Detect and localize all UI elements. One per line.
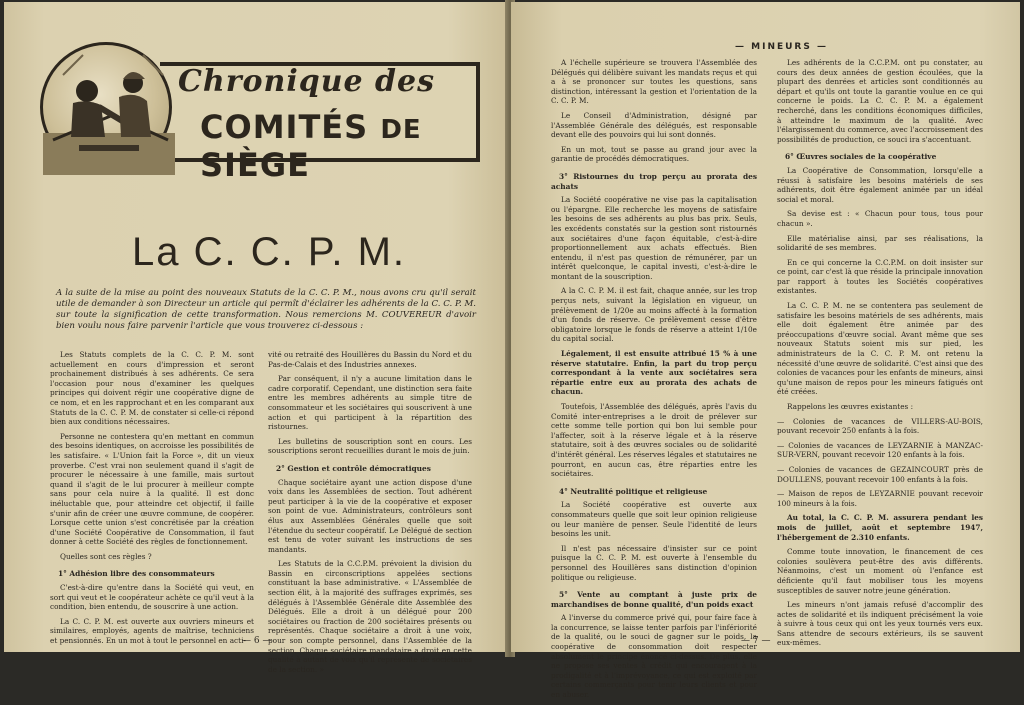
article-title: La C. C. P. M. bbox=[132, 230, 407, 274]
paragraph: Quelles sont ces règles ? bbox=[60, 551, 152, 561]
list-item: — Maison de repos de LEYZARNIE pouvant recevoir 100 mineurs à la fois. bbox=[777, 489, 983, 508]
page-number-left: — 6 — bbox=[242, 636, 272, 646]
paragraph: Les bulletins de souscription sont en cours. Les souscriptions seront recueillies durant le mois de juin. bbox=[268, 436, 472, 456]
list-item: — Colonies de vacances de GEZAINCOURT près de DOULLENS, pouvant recevoir 100 enfants à la fois. bbox=[777, 464, 983, 484]
paragraph: Au total, la C. C. P. M. assurera pendant les mois de juillet, août et septembre 1947, l'hébergement de 2.310 enfants. bbox=[777, 513, 983, 542]
section-heading: 4° Neutralité politique et religieuse bbox=[559, 486, 708, 496]
paragraph: Légalement, il est ensuite attribué 15 % à une réserve statutaire. Enfin, la part du trop perçu correspondant à la vente aux sociétaires sera répartie entre eux au prorata des achats de chacun. bbox=[551, 349, 757, 397]
section-heading: 1° Adhésion libre des consommateurs bbox=[58, 569, 215, 579]
paragraph: La Société coopérative ne vise pas la capitalisation ou l'épargne. Elle recherche les moyens de satisfaire les besoins de ses adhérents au plus bas prix. Seuls, les excédents constatés sur la gestion sont ristournés aux sociétaires d'une façon équitable, c'est-à-dire proportionnellement aux achats effectués. Bien entendu, il n'est pas question de rémunérer, par un intérêt quelconque, le capital investi, c'est-à-dire le montant de la souscription. bbox=[551, 195, 757, 281]
right-page bbox=[511, 2, 1020, 700]
banner-title-part: COMITÉS bbox=[200, 108, 369, 146]
paragraph: Par conséquent, il n'y a aucune limitation dans le cadre corporatif. Cependant, une distinction sera faite entre les membres adhérents au simple titre de consommateur et les sociétaires qui souscrivent à une action et qui participent à la répartition des ristournes. bbox=[268, 374, 472, 432]
paragraph: La Société coopérative est ouverte aux consommateurs quelle que soit leur opinion religieuse ou leur manière de penser. Seule l'identité de leurs besoins les unit. bbox=[551, 500, 757, 539]
paragraph: Chaque sociétaire ayant une action dispose d'une voix dans les Assemblées de section. Tout adhérent peut participer à la vie de la coopérative et exposer son point de vue. Administrateurs, contrôleurs sont élus aux Assemblées Générales quelle que soit l'étendue du secteur coopératif. Le Délégué de section est tenu de voter suivant les instructions de ses mandants. bbox=[268, 477, 472, 554]
paragraph: La Coopérative de Consommation, lorsqu'elle a réussi à satisfaire les besoins matériels de ses adhérents, doit être également animée par un idéal social et moral. bbox=[777, 165, 983, 204]
banner-title-part: SIÈGE bbox=[200, 146, 310, 184]
section-heading: 3° Ristournes du trop perçu au prorata des achats bbox=[551, 171, 757, 191]
paragraph: Comme toute innovation, le financement de ces colonies soulèvera peut-être des avis différents. Néanmoins, c'est un moment où l'enfance est déficiente qu'il faut mobiliser tous les moyens susceptibles de sauver notre jeune génération. bbox=[777, 547, 983, 595]
section-banner bbox=[40, 42, 480, 184]
left-column-2 bbox=[268, 350, 472, 679]
paragraph: Les adhérents de la C.C.P.M. ont pu constater, au cours des deux années de gestion écoulées, que la plupart des denrées et articles sont conditionnés au départ et qu'ils ont toute la garantie voulue en ce qui concerne le poids. La C. C. P. M. a également recherché, dans les conditions économiques difficiles, à atteindre le maximum de la qualité. Avec l'élargissement du commerce, avec l'accroissement des possibilités de production, ce souci ira s'accentuant. bbox=[777, 58, 983, 144]
right-column-2 bbox=[777, 58, 983, 653]
paragraph: Le Conseil d'Administration, désigné par l'Assemblée Générale des délégués, est responsable devant elle des pouvoirs qui lui sont donnés. bbox=[551, 110, 757, 140]
paragraph: Sa devise est : « Chacun pour tous, tous pour chacun ». bbox=[777, 209, 983, 228]
paragraph: A l'inverse du commerce privé qui, pour faire face à la concurrence, se laisse tenter parfois par l'infériorité de la qualité, ou le souci de gagner sur le poids, la coopérative de consommation doit respecter absolument le principe énoncé ci-dessus. De plus, elle ne propose ses ventes à crédit qui encouragent à la prodigalité et à l'imprévoyance, ce qui est exploité par certains commerçants pour tenir leurs clients et pour en abuser. bbox=[551, 613, 757, 700]
list-item: — Colonies de vacances de VILLERS-AU-BOIS, pouvant recevoir 250 enfants à la fois. bbox=[777, 416, 983, 436]
section-heading: 6° Œuvres sociales de la coopérative bbox=[785, 152, 937, 162]
section-heading: 2° Gestion et contrôle démocratiques bbox=[276, 463, 431, 473]
right-column-1 bbox=[551, 58, 757, 705]
running-header: — MINEURS — bbox=[735, 42, 828, 52]
paragraph: C'est-à-dire qu'entre dans la Société qui veut, en sort qui veut et le coopérateur achète ce qu'il veut à la condition, bien entendu, de souscrire à une action. bbox=[50, 583, 254, 612]
paragraph: La C. C. P. M. est ouverte aux ouvriers mineurs et similaires, employés, agents de maîtrise, techniciens et pensionnés. En un mot à tout le personnel en acti- bbox=[50, 616, 254, 646]
paragraph: Elle matérialise ainsi, par ses réalisations, la solidarité de ses membres. bbox=[777, 233, 983, 253]
paragraph: Les mineurs n'ont jamais refusé d'accomplir des actes de solidarité et ils indiquent précisément la voie à suivre à tous ceux qui ont les yeux tournés vers eux. Sans attendre de secours extérieurs, ils se sauvent eux-mêmes. bbox=[777, 600, 983, 648]
paragraph: En ce qui concerne la C.C.P.M. on doit insister sur ce point, car c'est là que réside la principale innovation par rapport à toutes les Sociétés coopératives existantes. bbox=[777, 257, 983, 296]
paragraph: Il n'est pas nécessaire d'insister sur ce point puisque la C. C. P. M. est ouverte à l'ensemble du personnel des Houillères sans distinction d'opinion politique ou religieuse. bbox=[551, 543, 757, 582]
paragraph: Les Statuts complets de la C. C. P. M. sont actuellement en cours d'impression et seront prochainement distribués à ses adhérents. Ce sera l'occasion pour nous d'examiner les quelques principes qui doivent régir une coopérative digne de ce nom, et en les rapprochant et en les comparant aux Statuts de la C. C. P. M. de constater si celle-ci répond bien aux conditions nécessaires. bbox=[50, 350, 254, 427]
banner-title-part: DE bbox=[380, 115, 422, 145]
left-page bbox=[4, 2, 509, 674]
article-intro: A la suite de la mise au point des nouveaux Statuts de la C. C. P. M., nous avons cru qu'il serait utile de demander à son Directeur un article qui permît d'éclairer les adhérents de la C. C. P. M. sur toute la signification de cette transformation. Nous remercions M. COUVEREUR d'avoir bien voulu nous faire parvenir l'article que vous trouverez ci-dessous : bbox=[56, 288, 476, 331]
paragraph: Rappelons les œuvres existantes : bbox=[787, 402, 914, 411]
paragraph: A la C. C. P. M. il est fait, chaque année, sur les trop perçus nets, suivant la législation en vigueur, un prélèvement de 1/20e au moins affecté à la formation d'un fonds de réserve. Ce prélèvement cesse d'être obligatoire lorsque le fonds de réserve a atteint 1/10e du capital social. bbox=[551, 286, 757, 344]
paragraph: La C. C. P. M. ne se contentera pas seulement de satisfaire les besoins matériels de ses adhérents, mais elle doit également être animée par des préoccupations d'œuvre social. Avant même que ses nouveaux Statuts soient mis sur pied, les administrateurs de la C. C. P. M. ont retenu la nécessité d'une œuvre de solidarité. C'est ainsi que des colonies de vacances pour les enfants de mineurs, ainsi qu'une maison de repos pour les mineurs fatigués ont été créées. bbox=[777, 301, 983, 397]
paragraph: Toutefois, l'Assemblée des délégués, après l'avis du Comité inter-entreprises a le droit de prélever sur cette somme telle portion qui bon lui semble pour l'affecter, soit à la réserve légale et à la réserve statutaire, soit à des œuvres sociales ou de solidarité d'intérêt général. Les réserves légales et statutaires ne pourront, en aucun cas, être réparties entre les sociétaires. bbox=[551, 402, 757, 479]
miners-illustration-icon bbox=[40, 42, 172, 172]
paragraph: Personne ne contestera qu'en mettant en commun des besoins identiques, on accroisse les possibilités de les satisfaire. « L'Union fait la Force », dit un vieux proverbe. C'est vrai non seulement quand il s'agit de procurer le nécessaire à une famille, mais surtout quand il s'agit de le lui procurer à meilleur compte sans pour cela nuire à la qualité. Il est donc inéluctable que, pour atteindre cet objectif, il faille s'unir afin de créer une œuvre commune, de coopérer. Lorsque cette union s'est concrétisée par la création d'une Société Coopérative de Consommation, il faut donner à cette Société des règles de fonctionnement. bbox=[50, 431, 254, 547]
page-number-right: — 7 — bbox=[741, 636, 771, 646]
paragraph: Les Statuts de la C.C.P.M. prévoient la division du Bassin en circonscriptions appelées sections constituant la base administrative. « L'Assemblée de section élit, à la majorité des suffrages exprimés, ses délégués à l'Assemblée Générale dite Assemblée des Délégués. Elle a droit à un délégué pour 200 sociétaires ou fraction de 200 sociétaires présents ou représentés. Chaque sociétaire a droit à une voix, pour son compte personnel, dans l'Assemblée de la section. Chaque sociétaire mandataire a droit en cette qualité à autant de voix qu'il représente de sociétaires de la section. » bbox=[268, 559, 472, 674]
list-item: — Colonies de vacances de LEYZARNIE à MANZAC-SUR-VERN, pouvant recevoir 120 enfants à la fois. bbox=[777, 440, 983, 460]
banner-script-title: Chronique des bbox=[178, 64, 435, 99]
section-heading: 5° Vente au comptant à juste prix de marchandises de bonne qualité, d'un poids exact bbox=[551, 590, 757, 609]
paragraph: A l'échelle supérieure se trouvera l'Assemblée des Délégués qui délibère suivant les mandats reçus et qui a à se prononcer sur toutes les questions, sans distinction, intéressant la gestion et l'orientation de la C. C. P. M. bbox=[551, 58, 757, 106]
banner-main-title bbox=[200, 108, 480, 184]
paragraph: En un mot, tout se passe au grand jour avec la garantie de procédés démocratiques. bbox=[551, 144, 757, 164]
paragraph: vité ou retraité des Houillères du Bassin du Nord et du Pas-de-Calais et des Industries annexes. bbox=[268, 350, 472, 369]
left-column-1 bbox=[50, 350, 254, 651]
